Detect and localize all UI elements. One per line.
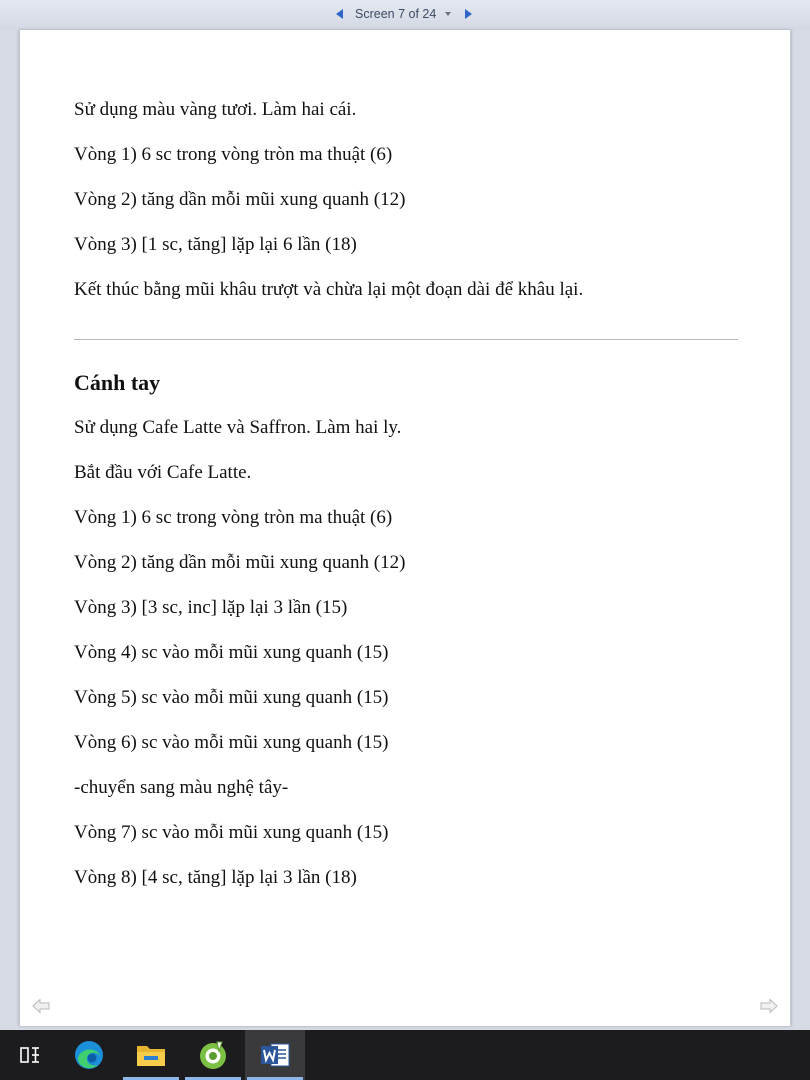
screen-indicator[interactable]: Screen 7 of 24 — [355, 7, 437, 21]
section-divider — [74, 339, 738, 340]
edge-taskbar-button[interactable] — [59, 1030, 119, 1080]
paragraph: Vòng 1) 6 sc trong vòng tròn ma thuật (6) — [74, 507, 393, 528]
reading-toolbar — [0, 0, 810, 30]
word-taskbar-button[interactable] — [245, 1030, 305, 1080]
paragraph: Vòng 5) sc vào mỗi mũi xung quanh (15) — [74, 687, 389, 708]
file-explorer-icon — [135, 1041, 167, 1069]
paragraph: Bắt đầu với Cafe Latte. — [74, 462, 252, 483]
paragraph: Vòng 4) sc vào mỗi mũi xung quanh (15) — [74, 642, 389, 663]
paragraph: Vòng 7) sc vào mỗi mũi xung quanh (15) — [74, 822, 389, 843]
paragraph: Vòng 3) [1 sc, tăng] lặp lại 6 lần (18) — [74, 234, 357, 255]
paragraph: Vòng 1) 6 sc trong vòng tròn ma thuật (6) — [74, 144, 393, 165]
screen-menu-chevron-down-icon[interactable] — [445, 12, 451, 16]
paragraph: Vòng 2) tăng dần mỗi mũi xung quanh (12) — [74, 189, 406, 210]
paragraph: Vòng 8) [4 sc, tăng] lặp lại 3 lần (18) — [74, 867, 357, 888]
document-page — [19, 30, 791, 1026]
paragraph: Vòng 2) tăng dần mỗi mũi xung quanh (12) — [74, 552, 406, 573]
paragraph: Sử dụng Cafe Latte và Saffron. Làm hai ly. — [74, 417, 402, 438]
previous-screen-icon[interactable] — [336, 9, 343, 19]
edge-browser-icon — [73, 1039, 105, 1071]
screen-navigation — [330, 4, 472, 24]
paragraph: Vòng 3) [3 sc, inc] lặp lại 3 lần (15) — [74, 597, 348, 618]
task-view-icon — [18, 1044, 42, 1066]
paragraph: Sử dụng màu vàng tươi. Làm hai cái. — [74, 99, 357, 120]
paragraph: Vòng 6) sc vào mỗi mũi xung quanh (15) — [74, 732, 389, 753]
green-app-taskbar-button[interactable] — [183, 1030, 243, 1080]
file-explorer-taskbar-button[interactable] — [121, 1030, 181, 1080]
taskbar — [0, 1030, 810, 1080]
section-heading: Cánh tay — [74, 370, 161, 395]
word-icon — [259, 1040, 291, 1070]
paragraph: -chuyển sang màu nghệ tây- — [74, 777, 289, 798]
paragraph: Kết thúc bằng mũi khâu trượt và chừa lại một đoạn dài để khâu lại. — [74, 279, 584, 300]
green-app-icon — [197, 1039, 229, 1071]
previous-page-arrow-icon[interactable] — [32, 998, 50, 1014]
next-screen-icon[interactable] — [465, 9, 472, 19]
task-view-button[interactable] — [0, 1030, 60, 1080]
next-page-arrow-icon[interactable] — [760, 998, 778, 1014]
